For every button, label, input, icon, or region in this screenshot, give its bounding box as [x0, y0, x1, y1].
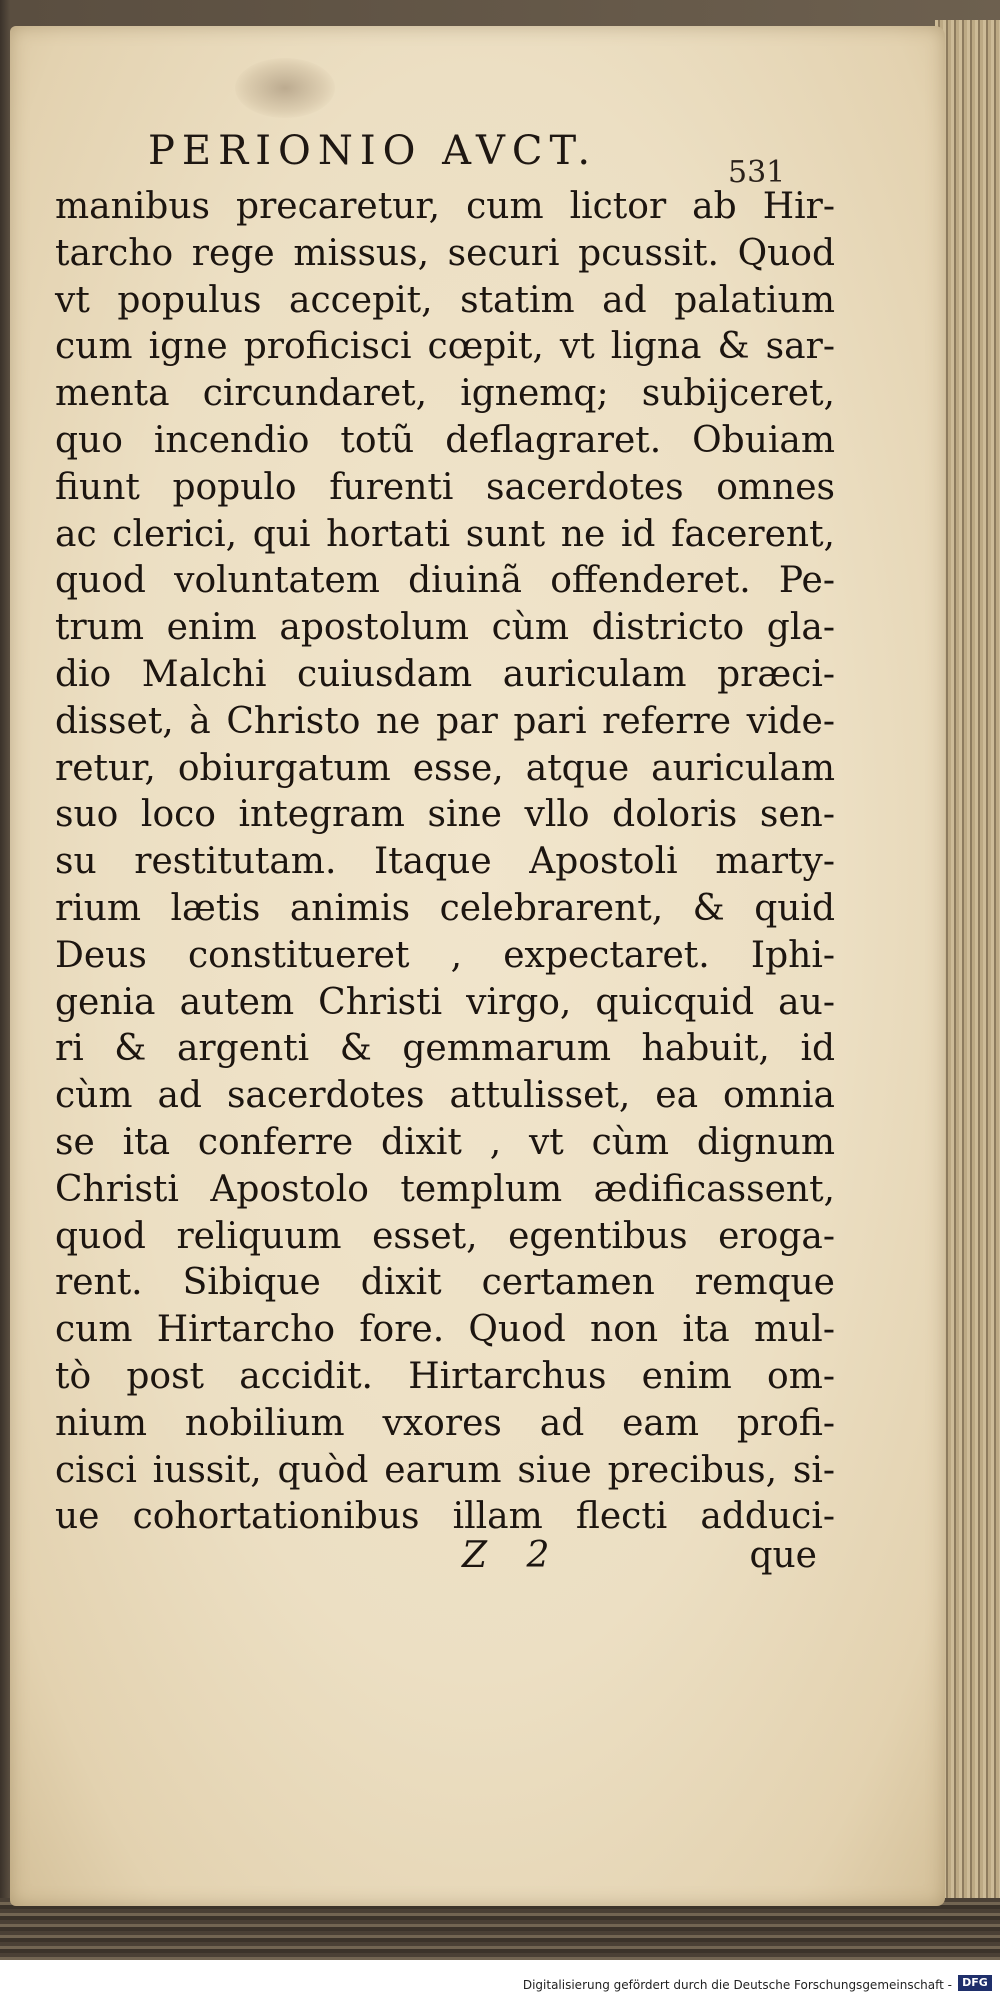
text-line: genia autem Christi virgo, quicquid au- [55, 981, 835, 1023]
text-line: tarcho rege missus, securi pcussit. Quod [55, 232, 835, 274]
text-line: vt populus accepit, statim ad palatium [55, 279, 835, 321]
text-line: su restitutam. Itaque Apostoli marty- [55, 841, 835, 883]
text-line: ac clerici, qui hortati sunt ne id facerent, [55, 513, 835, 555]
text-line: retur, obiurgatum esse, atque auriculam [55, 747, 835, 789]
text-line: tò post accidit. Hirtarchus enim om- [55, 1355, 835, 1397]
text-line: fiunt populo furenti sacerdotes omnes [55, 466, 835, 508]
text-block [55, 184, 835, 1541]
digitization-credit: Digitalisierung gefördert durch die Deutsche Forschungsgemeinschaft - [522, 1978, 952, 1992]
text-line: suo loco integram sine vllo doloris sen- [55, 794, 835, 836]
signature-mark: Z 2 [462, 1535, 564, 1576]
running-head: PERIONIO AVCT. [148, 128, 598, 174]
text-line: nium nobilium vxores ad eam profi- [55, 1402, 835, 1444]
text-line: disset, à Christo ne par pari referre vide- [55, 700, 835, 742]
text-line: manibus precaretur, cum lictor ab Hir- [55, 186, 835, 227]
text-line: cum igne proficisci cœpit, vt ligna & sar- [55, 326, 835, 368]
text-line: quod voluntatem diuinã offenderet. Pe- [55, 560, 835, 602]
signature-line [462, 1535, 817, 1576]
text-line: trum enim apostolum cùm districto gla- [55, 607, 835, 649]
text-line: cisci iussit, quòd earum siue precibus, si- [55, 1449, 835, 1491]
dfg-logo: DFG [958, 1975, 992, 1991]
text-line: quod reliquum esset, egentibus eroga- [55, 1215, 835, 1257]
text-line: rent. Sibique dixit certamen remque [55, 1262, 835, 1304]
text-line: Deus constitueret , expectaret. Iphi- [55, 934, 835, 976]
text-line: cùm ad sacerdotes attulisset, ea omnia [55, 1075, 835, 1117]
text-line: se ita conferre dixit , vt cùm dignum [55, 1121, 835, 1163]
text-line: Christi Apostolo templum ædificassent, [55, 1168, 835, 1210]
text-line: quo incendio totũ deflagraret. Obuiam [55, 419, 835, 461]
text-line: cum Hirtarcho fore. Quod non ita mul- [55, 1309, 835, 1351]
text-line: ri & argenti & gemmarum habuit, id [55, 1028, 835, 1070]
text-line: ue cohortationibus illam flecti adduci- [55, 1496, 835, 1538]
text-line: dio Malchi cuiusdam auriculam præci- [55, 653, 835, 695]
text-line: rium lætis animis celebrarent, & quid [55, 887, 835, 929]
book-bottom-edge [0, 1898, 1000, 1960]
catchword: que [749, 1535, 817, 1576]
page-number: 531 [728, 155, 786, 190]
paper-stain [235, 58, 335, 118]
text-line: menta circundaret, ignemq; subijceret, [55, 373, 835, 415]
